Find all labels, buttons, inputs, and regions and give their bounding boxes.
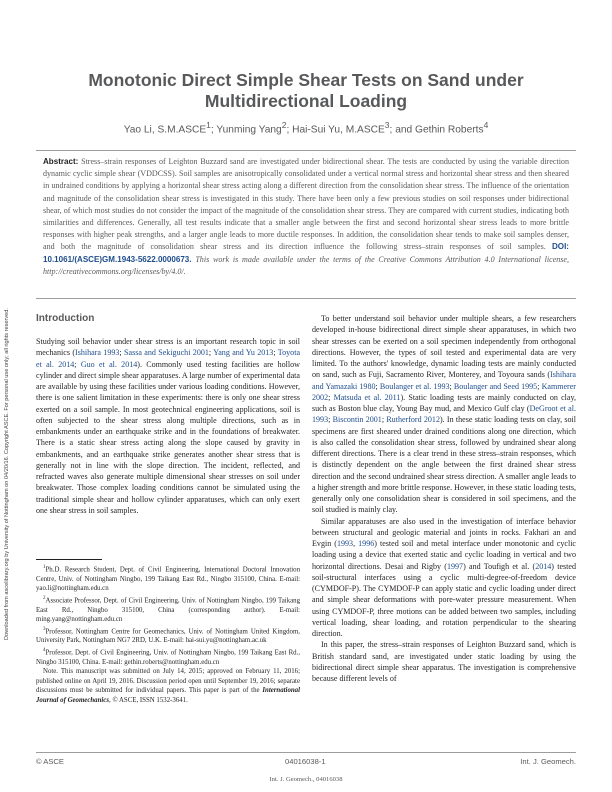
footnote-text: Associate Professor, Dept. of Civil Engineering, Univ. of Nottingham Ningbo, 199 Taikang East Rd., Ningbo 315100, China (corresponding author). E-mail: ming.yang@nottingham.edu.cn xyxy=(36,597,300,624)
footnote-mark: 3 xyxy=(43,626,46,632)
paragraph-text: ; xyxy=(537,381,542,391)
right-column xyxy=(312,313,576,684)
paragraph-text: , xyxy=(353,539,359,548)
paragraph-text: To better understand soil behavior under multiple shears, a few researchers developed in-house bidirectional direct simple shear apparatuses, in which two shear stresses can be exerted on a soil specimen independently from orthogonal directions. However, the types of soil tested and experimental data are very limited. To the authors' knowledge, dynamic loading tests are mainly conducted on sand, such as Fuji, Sacramento River, Monterey, and Toyoura sands ( xyxy=(312,314,576,380)
license-text: This work is made available under the terms of the Creative Commons Attribution 4.0 International license, xyxy=(195,254,570,264)
citation-link[interactable]: Ishihara and Yamazaki 1980 xyxy=(312,370,576,391)
paragraph-text: ; xyxy=(381,415,387,425)
citation-link[interactable]: Biscontin 2001 xyxy=(332,415,382,425)
paragraph-text: ). Static loading tests are mainly conducted on clay, such as Boston blue clay, Young Bay mud, and Mexico Gulf clay ( xyxy=(312,392,577,413)
paragraph-text: ; xyxy=(328,415,333,425)
paragraph-text: ). In these static loading tests on clay, soil specimens are first sheared under drained conditions along one direction, which is also called the consolidation shear stress, followed by undrained shear along different directions. There is a clear trend in these stress–strain responses, which is distinctly dependent on the angle between the first drained shear stress direction and the second undrained shear stress direction. A smaller angle leads to a higher strength and more brittle response. However, in these static loading tests, generally only one consolidation shear is considered in soil specimens, and the soil studied is mainly clay. xyxy=(312,415,576,515)
section-heading-introduction: Introduction xyxy=(36,313,95,324)
citation-link[interactable]: 2014 xyxy=(535,561,552,571)
download-notice-text: Downloaded from ascelibrary.org by University of Nottingham on 04/20/16. Copyright ASCE. For personal use only; all rights reserved. xyxy=(4,308,10,640)
citation-link[interactable]: Toyota et al. 2014 xyxy=(36,348,301,369)
paragraph-text: ) and Toufigh et al. ( xyxy=(463,561,536,571)
author-name: Yao Li, S.M.ASCE xyxy=(123,124,207,136)
paragraph-text: ). Commonly used testing facilities are hollow cylinder and direct simple shear apparatuses. A large number of experimental data are available by using these facilities under various loading conditions. However, there is one salient limitation in these experiments: there is only one shear stress exerted on a soil sample. In most geotechnical engineering applications, soil is often subjected to the shear stress along multiple directions, such as in embankments under an earthquake strike and in the foundations of breakwater. There is a static shear stress acting along the slope caused by gravity in embankments, and an earthquake strike generates another shear stress that is generally not in line with the slope direction. The incident, reflected, and refracted waves also generate multiple dimensional shear stresses on soil under breakwater. Those complex loading conditions cannot be simulated using the traditional simple shear and hollow cylinder apparatuses, which can only exert one shear stress in soil samples. xyxy=(36,359,300,515)
note-text: Note. This manuscript was submitted on July 14, 2015; approved on February 11, 2016; published online on April 19, 2016. Discussion period open until September 19, 2016; separate discussions must be submitted for individual papers. This paper is part of the xyxy=(36,668,300,695)
footnote xyxy=(36,646,300,667)
paragraph xyxy=(36,336,300,516)
citation-link[interactable]: Rutherford 2012 xyxy=(386,415,440,425)
citation-link[interactable]: DeGroot et al. 1993 xyxy=(312,404,576,425)
left-column xyxy=(36,336,300,516)
citation-link[interactable]: 1993 xyxy=(336,539,354,548)
download-notice xyxy=(0,0,12,700)
footnote-text: Ph.D. Research Student, Dept. of Civil Engineering, International Doctoral Innovation Centre, Univ. of Nottingham Ningbo, 199 Taikang East Rd., Ningbo 315100, China. E-mail: yao.li@nottingham.edu.cn xyxy=(36,566,300,593)
author-affiliation-mark: 1 xyxy=(206,120,211,130)
author-affiliation-mark: 3 xyxy=(384,120,390,130)
submission-note xyxy=(36,667,300,705)
citation-link[interactable]: Matsuda et al. 2011 xyxy=(333,392,401,402)
paragraph xyxy=(312,639,576,684)
footnote-mark: 2 xyxy=(43,595,46,601)
license-link[interactable]: http://creativecommons.org/licenses/by/4.0/. xyxy=(43,266,186,276)
footer-journal: Int. J. Geomech. xyxy=(520,757,576,766)
citation-link[interactable]: 1996 xyxy=(358,539,375,548)
paragraph-text: ; xyxy=(449,381,454,391)
paper-title: Monotonic Direct Simple Shear Tests on Sand under Multidirectional Loading xyxy=(88,70,524,111)
paragraph-text: Studying soil behavior under shear stress is an important research topic in soil mechanics ( xyxy=(36,337,300,358)
citation-link[interactable]: Ishihara 1993 xyxy=(75,348,120,358)
citation-link[interactable]: Boulanger and Seed 1995 xyxy=(453,381,538,391)
note-tail: , © ASCE, ISSN 1532-3641. xyxy=(109,696,188,704)
abstract-label: Abstract: xyxy=(43,157,79,166)
paragraph-text: ; xyxy=(74,359,81,369)
paragraph-text: ; xyxy=(273,348,278,358)
footer-page-id: 04016038-1 xyxy=(285,757,326,766)
paragraph-text: ) tested soil and metal interface under monotonic and cyclic loading using a device that exerted static and cyclic loading in vertical and two horizontal directions. Desai and Rigby ( xyxy=(312,539,577,571)
paragraph xyxy=(312,313,576,516)
paragraph-text: ) tested soil-structural interfaces using a cyclic multi-degree-of-freedom device (CYMDOF-P). The CYMDOF-P can apply static and cyclic loading under direct and simple shear deformations with pore-water pressure measurement. When using CYMDOF-P, three motions can be added between two samples, including vertical loading, shear loading, and rotation perpendicular to the shearing direction. xyxy=(312,561,576,638)
paragraph xyxy=(312,516,576,640)
author-list: Yao Li, S.M.ASCE$^1$; Yunming Yang$^2$; Hai-Sui Yu, M.ASCE$^3$; and Gethin Roberts$^4$ xyxy=(123,120,489,136)
citation-link[interactable]: Guo et al. 2014 xyxy=(80,359,138,369)
footnote-text: Professor, Dept. of Civil Engineering, Univ. of Nottingham Ningbo, 199 Taikang East Rd., Ningbo 315100, China. E-mail: gethin.roberts@nottingham.edu.cn xyxy=(36,649,300,666)
footer-copyright: © ASCE xyxy=(36,757,64,766)
citation-link[interactable]: Sassa and Sekiguchi 2001 xyxy=(124,348,209,358)
footnote-rule xyxy=(36,559,102,560)
abstract-bottom-rule xyxy=(36,298,576,299)
footer-rule xyxy=(36,752,576,753)
footnotes xyxy=(36,563,300,705)
citation-link[interactable]: 1997 xyxy=(446,561,464,571)
footnote-mark: 1 xyxy=(43,565,46,570)
doi-label: DOI: xyxy=(552,242,569,252)
doi-link[interactable]: 10.1061/(ASCE)GM.1943-5622.0000673. xyxy=(43,254,192,264)
citation-link[interactable]: Boulanger et al. 1993 xyxy=(379,381,450,391)
abstract-text: Stress–strain responses of Leighton Buzzard sand are investigated under bidirectional shear. The tests are conducted by using the variable direction dynamic cyclic simple shear (VDDCSS). Soil samples are anisotropically consolidated under a vertical normal stress and horizontal shear stress and then sheared in undrained conditions by applying a horizontal shear stress acting along a different direction from the consolidation shear stress. The influence of the orientation and magnitude of the consolidation shear stress is investigated in this study. There have been only a few previous studies on soil responses under bidirectional shear, of which most studies do not consider the impact of the magnitude of the consolidation shear stress. They are compared with current studies, indicating both similarities and differences. Generally, all test results indicate that a smaller angle between the first and second horizontal shear stress leads to more brittle responses with higher peak strengths, and a larger angle leads to more ductile responses. In addition, the consolidation shear tends to make soil samples denser, and both the magnitude of consolidation shear stress and its direction influence the following stress–strain responses of soil samples. xyxy=(43,157,569,252)
footnote xyxy=(36,563,300,594)
paragraph-text: ; xyxy=(328,392,334,402)
author-name: Hai-Sui Yu, M.ASCE xyxy=(292,124,385,136)
paragraph-text: ; xyxy=(375,381,380,391)
journal-name: International Journal of Geomechanics xyxy=(36,687,300,704)
paragraph-text: Similar apparatuses are also used in the investigation of interface behavior between structural and geologic material and joints in rocks. Fakhari an and Evgin ( xyxy=(312,516,576,548)
footnote-mark: 4 xyxy=(43,647,46,653)
author-affiliation-mark: 2 xyxy=(281,120,287,130)
author-name: Yunming Yang xyxy=(216,124,282,136)
footnote-text: Professor, Nottingham Centre for Geomechanics, Univ. of Nottingham United Kingdom, University Park, Nottingham NG7 2RD, U.K. E-mail: hai-sui.yu@nottingham.ac.uk xyxy=(36,627,300,645)
abstract-top-rule xyxy=(36,150,576,151)
bottom-citation: Int. J. Geomech., 04016038 xyxy=(269,776,343,783)
citation-link[interactable]: Yang and Yu 2013 xyxy=(213,348,274,358)
footnote xyxy=(36,625,300,646)
footnote xyxy=(36,594,300,625)
author-affiliation-mark: 4 xyxy=(483,120,489,130)
citation-link[interactable]: Kammerer 2002 xyxy=(312,381,576,402)
paragraph-text: In this paper, the stress–strain responses of Leighton Buzzard sand, which is British standard sand, are investigated under static loading by using the bidirectional direct simple shear apparatus. The investigation is comprehensive because different levels of xyxy=(312,640,576,683)
page-footer xyxy=(0,757,612,769)
abstract xyxy=(43,156,569,278)
paragraph-text: ; xyxy=(119,348,125,358)
author-name: Gethin Roberts xyxy=(415,124,484,136)
paragraph-text: ; xyxy=(208,348,214,358)
